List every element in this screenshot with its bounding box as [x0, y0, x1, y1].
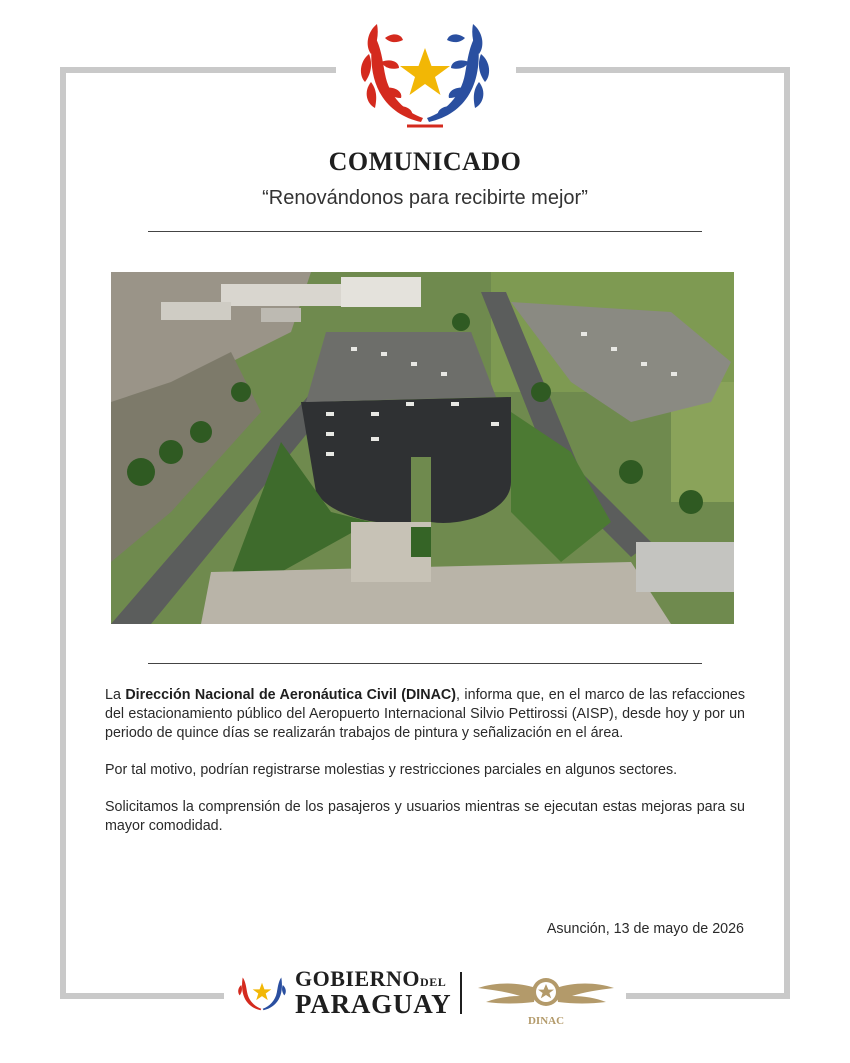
frame-top-right — [516, 67, 790, 73]
organization-name: Dirección Nacional de Aeronáutica Civil (DINAC) — [125, 687, 457, 703]
divider-top — [148, 231, 702, 232]
page-title: COMUNICADO — [328, 147, 522, 176]
date-line: Asunción, 13 de mayo de 2026 — [546, 921, 744, 937]
paragraph-1 — [105, 686, 745, 743]
page-subtitle: “Renovándonos para recibirte mejor” — [262, 187, 588, 209]
dinac-label: DINAC — [527, 1015, 565, 1027]
government-star-emblem-icon — [355, 14, 495, 132]
frame-top-left — [60, 67, 336, 73]
p1-rest: , informa que, en el marco de las refacciones del estacionamiento público del Aeropuerto Internacional Silvio Pettirossi (AISP), desde hoy y por un periodo de quince días se realizarán trabajos de pintura y señalización en el área. — [105, 687, 746, 741]
frame-bottom-right — [626, 993, 790, 999]
gobierno-paraguay-emblem-icon — [236, 966, 288, 1018]
airport-aerial-photo — [111, 272, 734, 624]
logo-divider — [460, 972, 462, 1014]
frame-bottom-left — [60, 993, 224, 999]
communique-body — [105, 686, 745, 854]
gov-line1: GOBIERNO — [295, 966, 421, 991]
gov-del: DEL — [420, 975, 447, 989]
dinac-wings-logo-icon — [478, 968, 614, 1028]
gobierno-paraguay-wordmark — [295, 968, 451, 1018]
p1-lead: La — [105, 687, 126, 703]
paragraph-3: Solicitamos la comprensión de los pasajeros y usuarios mientras se ejecutan estas mejoras para su mayor comodidad. — [105, 799, 745, 834]
paragraph-2: Por tal motivo, podrían registrarse molestias y restricciones parciales en algunos sectores. — [105, 762, 678, 778]
divider-bottom — [148, 663, 702, 664]
gov-line2: PARAGUAY — [295, 989, 452, 1019]
